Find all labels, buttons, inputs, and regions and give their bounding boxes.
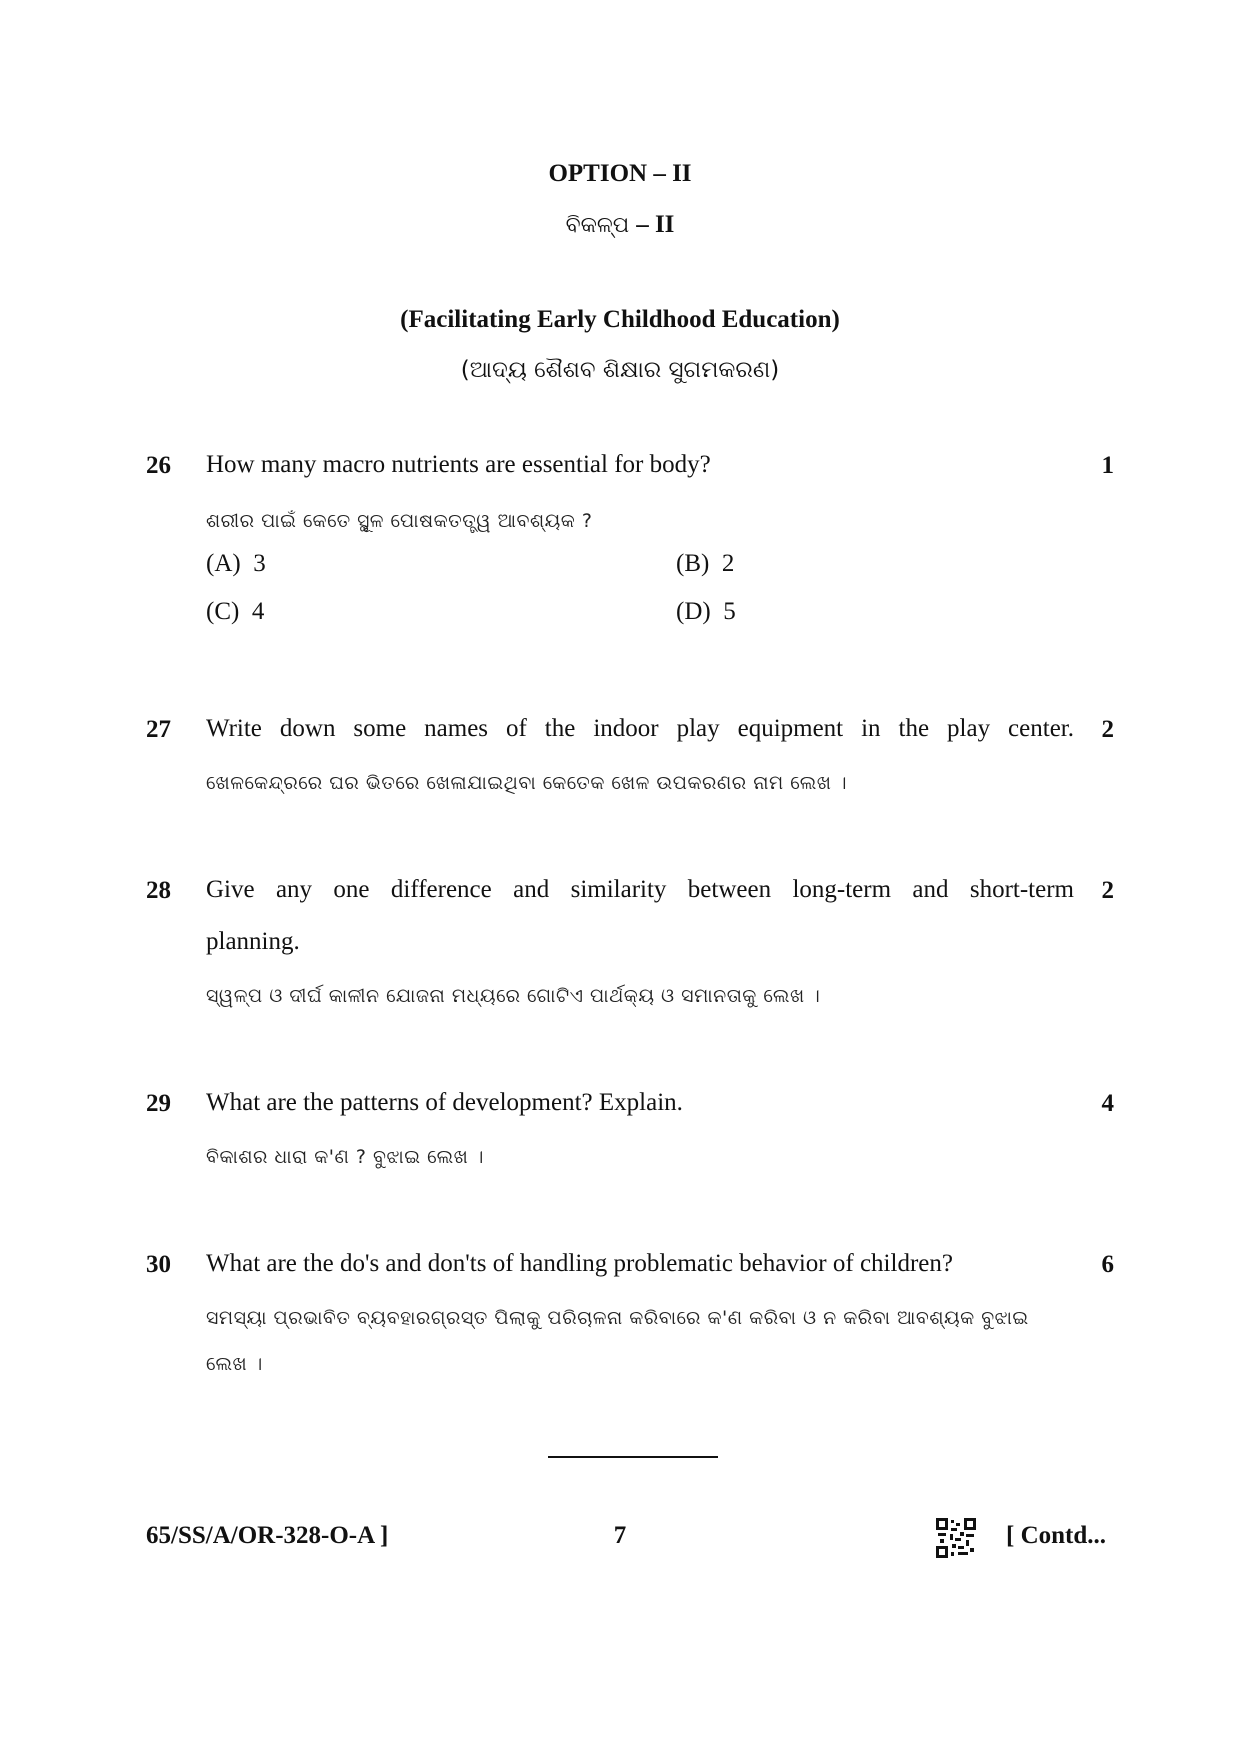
question-number: 28 — [146, 877, 171, 904]
option-b — [676, 550, 734, 578]
question-marks: 1 — [1101, 452, 1114, 479]
qr-code-icon — [936, 1518, 976, 1558]
question-number: 30 — [146, 1251, 171, 1278]
question-marks: 6 — [1101, 1251, 1114, 1278]
question-marks: 4 — [1101, 1090, 1114, 1117]
question-text: Write down some names of the indoor play equipment in the play center. — [206, 715, 1074, 742]
question-text-odia: ଶରୀର ପାଇଁ କେତେ ସ୍ଥୂଳ ପୋଷକତତ୍ତ୍ୱ ଆବଶ୍ୟକ ? — [206, 510, 593, 532]
option-value: 4 — [251, 598, 265, 625]
subject-title-odia: (ଆଦ୍ୟ ଶୈଶବ ଶିକ୍ଷାର ସୁଗମକରଣ) — [460, 357, 780, 383]
page-number: 7 — [613, 1522, 627, 1549]
question-marks: 2 — [1101, 716, 1114, 743]
continued-label: [ Contd... — [1006, 1522, 1107, 1549]
option-label: (D) — [676, 598, 711, 625]
option-d — [676, 598, 736, 626]
option-heading-odia — [0, 211, 1240, 239]
question-number: 26 — [146, 452, 171, 479]
question-text: How many macro nutrients are essential for body? — [206, 451, 711, 478]
question-number: 27 — [146, 716, 171, 743]
question-text-continued: planning. — [206, 928, 300, 955]
question-text: What are the patterns of development? Explain. — [206, 1089, 683, 1116]
end-rule — [548, 1456, 718, 1458]
question-text-odia: ସ୍ୱଳ୍ପ ଓ ଦୀର୍ଘ କାଳୀନ ଯୋଜନା ମଧ୍ୟରେ ଗୋଟିଏ ପାର୍ଥକ୍ୟ ଓ ସମାନତାକୁ ଲେଖ । — [206, 985, 821, 1007]
option-heading: OPTION – II — [548, 160, 692, 187]
option-label: (C) — [206, 598, 240, 625]
option-label: (B) — [676, 550, 710, 577]
question-marks: 2 — [1101, 877, 1114, 904]
question-text-odia: ଖେଳକେନ୍ଦ୍ରରେ ଘର ଭିତରେ ଖେଳାଯାଇଥିବା କେତେକ ଖେଳ ଉପକରଣର ନାମ ଲେଖ । — [206, 772, 848, 794]
option-odia-number: – II — [636, 211, 675, 238]
option-value: 2 — [721, 550, 735, 577]
option-c — [206, 598, 264, 626]
option-value: 3 — [253, 550, 266, 577]
question-text-odia: ସମସ୍ୟା ପ୍ରଭାବିତ ବ୍ୟବହାରଗ୍ରସ୍ତ ପିଲାକୁ ପରିଚାଳନା କରିବାରେ କ'ଣ କରିବା ଓ ନ କରିବା ଆବଶ୍ୟକ ବୁଝାଇ — [206, 1307, 1029, 1329]
paper-code: 65/SS/A/OR-328-O-A ] — [146, 1522, 389, 1549]
option-a — [206, 550, 266, 578]
subject-title: (Facilitating Early Childhood Education) — [400, 306, 840, 333]
question-number: 29 — [146, 1090, 171, 1117]
option-odia-word: ବିକଳ୍ପ — [565, 213, 630, 238]
option-value: 5 — [723, 598, 736, 625]
option-label: (A) — [206, 550, 241, 577]
question-text: Give any one difference and similarity between long-term and short-term — [206, 876, 1074, 903]
question-text-odia-continued: ଲେଖ । — [206, 1353, 263, 1375]
question-text: What are the do's and don'ts of handling problematic behavior of children? — [206, 1250, 953, 1277]
question-text-odia: ବିକାଶର ଧାରା କ'ଣ ? ବୁଝାଇ ଲେଖ । — [206, 1146, 484, 1168]
